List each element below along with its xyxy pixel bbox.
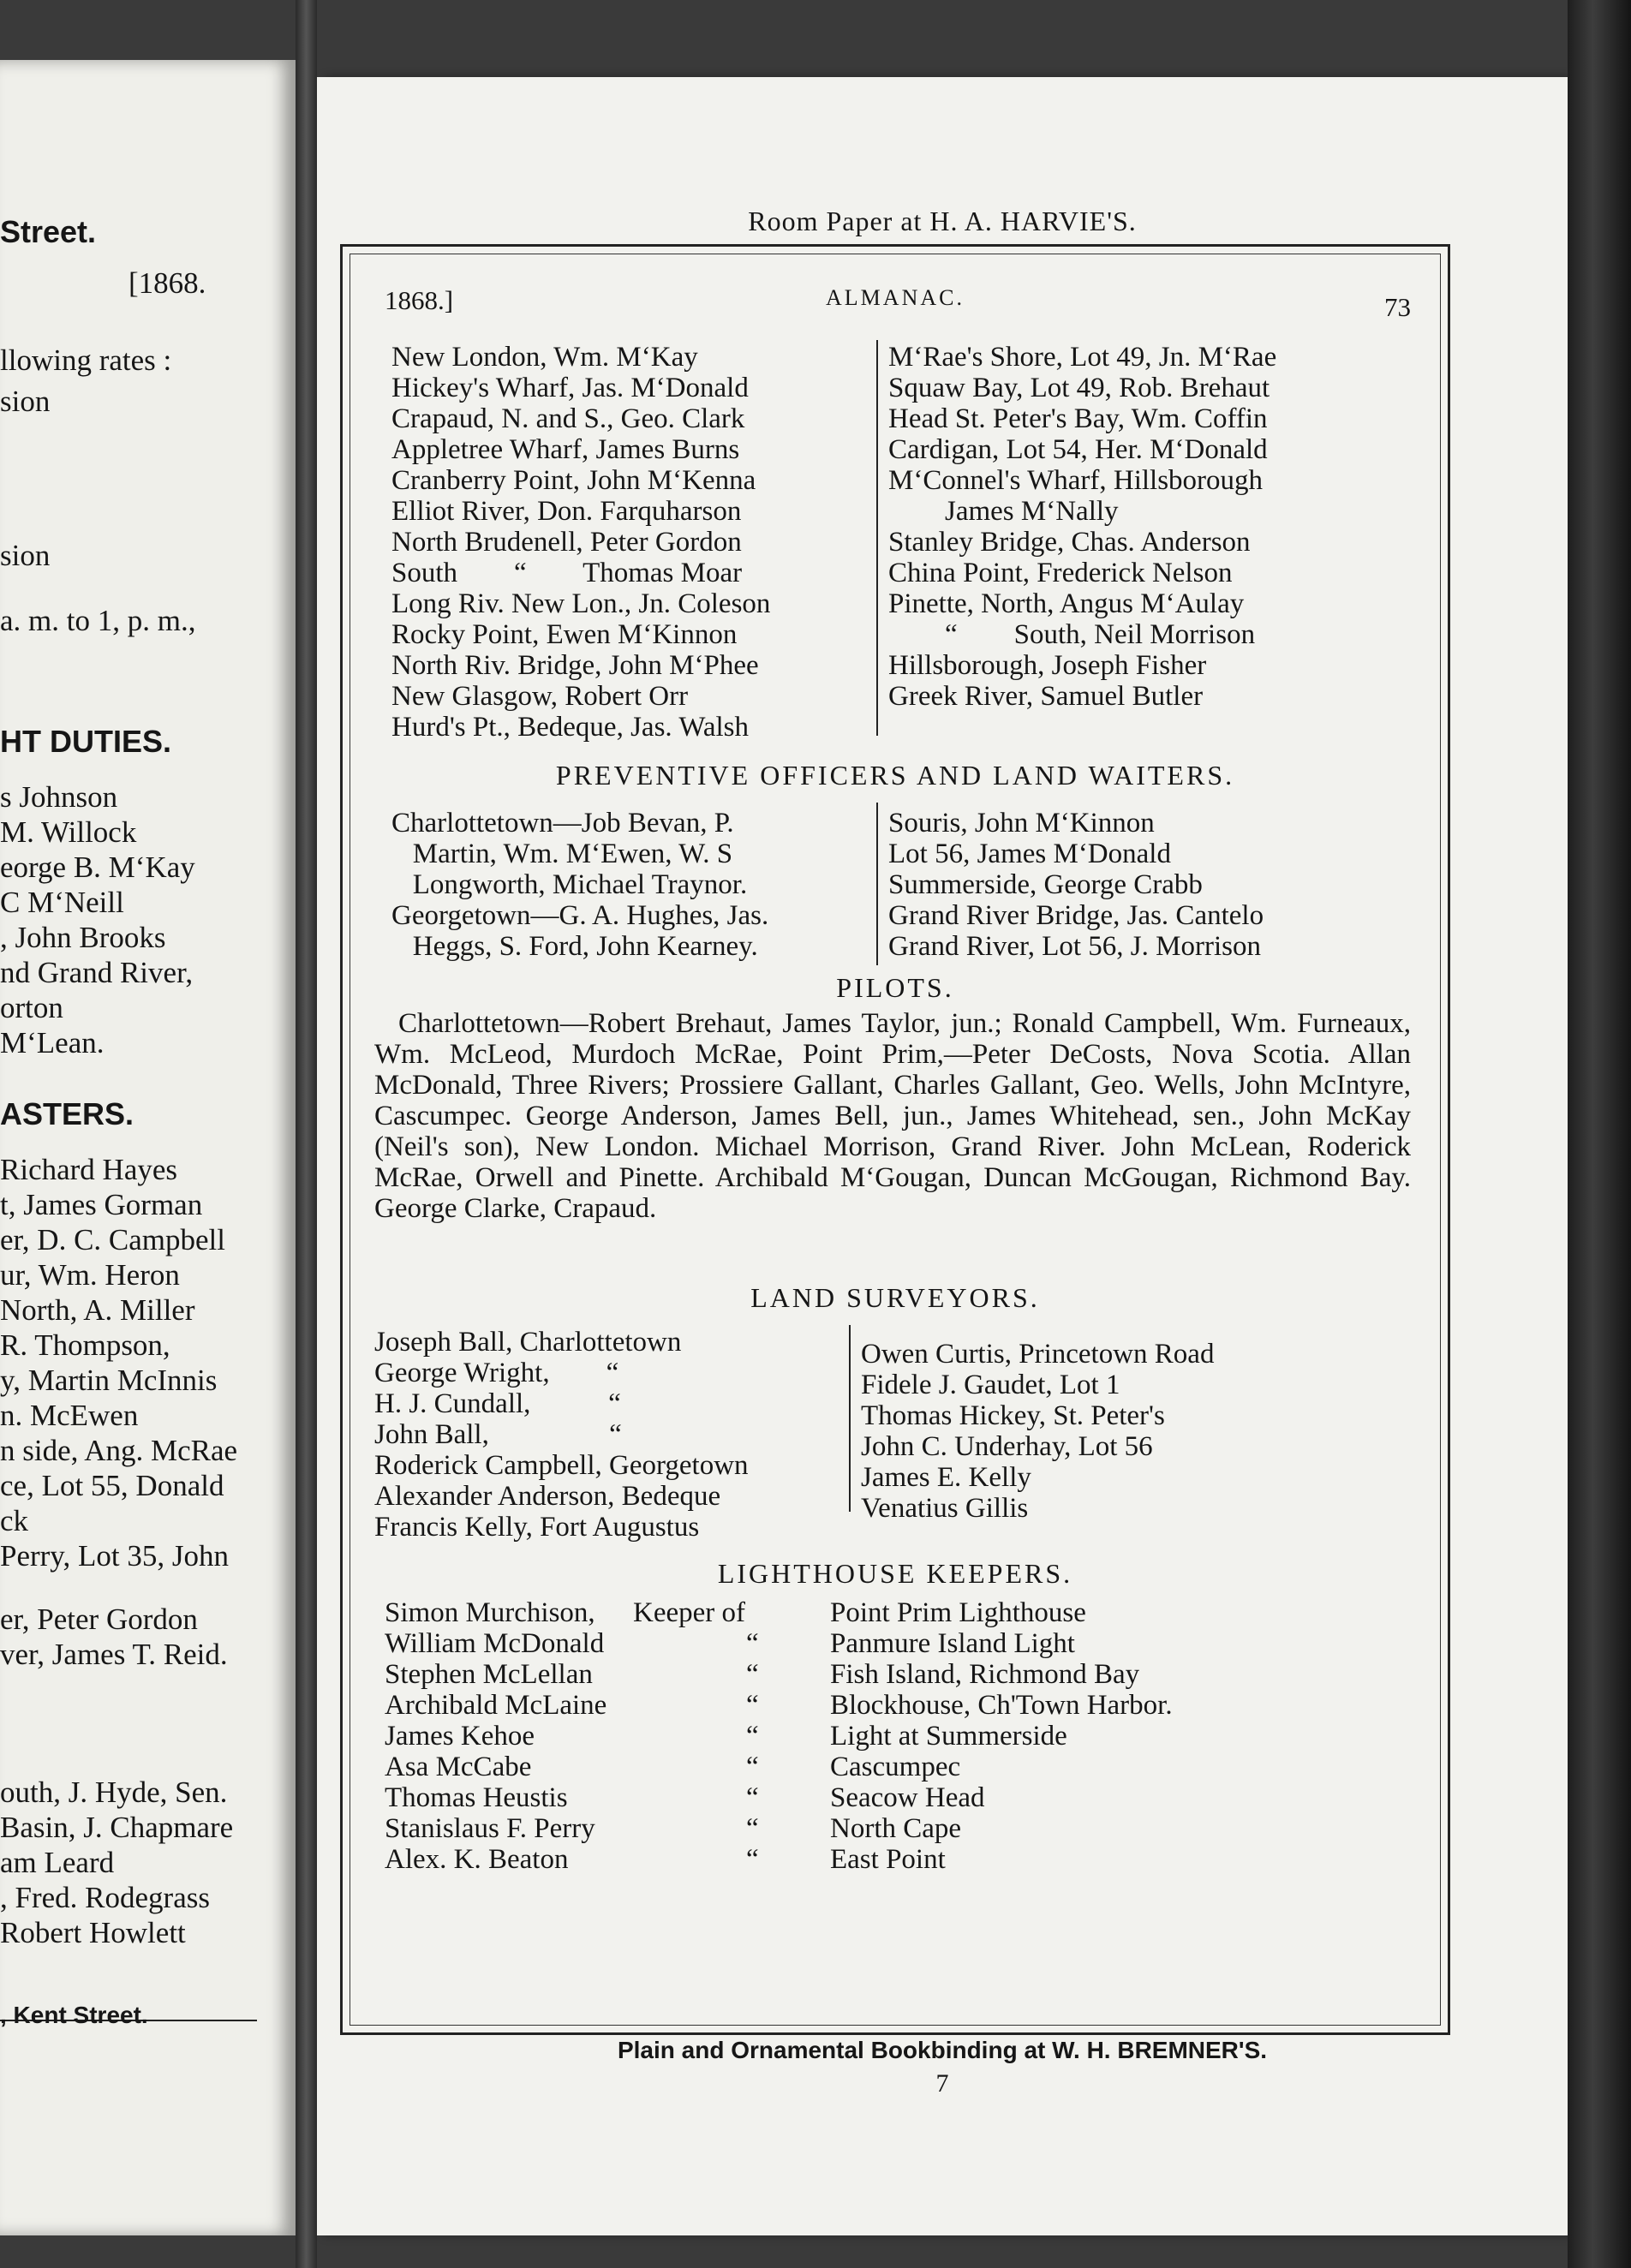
- wharf-entry: Hickey's Wharf, Jas. M‘Donald: [391, 373, 749, 403]
- keeper-ditto: “: [746, 1813, 759, 1844]
- keeper-name: Stephen McLellan: [385, 1659, 593, 1690]
- left-line: n. McEwen: [0, 1399, 139, 1432]
- officer-entry: Grand River, Lot 56, J. Morrison: [888, 931, 1261, 962]
- wharf-entry: “ South, Neil Morrison: [888, 619, 1256, 650]
- keeper-name: Alex. K. Beaton: [385, 1844, 569, 1875]
- keeper-ditto: “: [746, 1690, 759, 1721]
- keeper-name: Thomas Heustis: [385, 1782, 568, 1813]
- column-divider: [876, 803, 878, 965]
- left-line: C M‘Neill: [0, 886, 124, 919]
- wharf-entry: Hillsborough, Joseph Fisher: [888, 650, 1207, 681]
- book-gutter: [296, 0, 317, 2268]
- left-line: , Fred. Rodegrass: [0, 1881, 210, 1914]
- left-line: sion: [0, 539, 51, 572]
- surveyor-entry: Thomas Hickey, St. Peter's: [861, 1400, 1165, 1431]
- left-line: ur, Wm. Heron: [0, 1258, 180, 1292]
- keeper-name: Asa McCabe: [385, 1752, 532, 1782]
- surveyor-entry: George Wright, “: [374, 1358, 619, 1388]
- left-line: M‘Lean.: [0, 1026, 105, 1059]
- surveyor-entry: Alexander Anderson, Bedeque: [374, 1481, 721, 1512]
- keeper-place: Point Prim Lighthouse: [830, 1597, 1086, 1628]
- signature-mark: 7: [935, 2069, 949, 2098]
- bottom-advertisement: Plain and Ornamental Bookbinding at W. H. BREMNER'S.: [617, 2037, 1268, 2063]
- left-line: M. Willock: [0, 815, 137, 849]
- keeper-place: Cascumpec: [830, 1752, 961, 1782]
- left-line: er, Peter Gordon: [0, 1603, 198, 1636]
- page-border: [340, 244, 1450, 2035]
- left-line: HT DUTIES.: [0, 724, 172, 759]
- left-line: am Leard: [0, 1846, 115, 1879]
- keeper-place: Fish Island, Richmond Bay: [830, 1659, 1140, 1690]
- section-heading-pilots: PILOTS.: [836, 972, 954, 1003]
- surveyor-entry: James E. Kelly: [861, 1462, 1031, 1493]
- left-line: nd Grand River,: [0, 956, 194, 989]
- left-line: a. m. to 1, p. m.,: [0, 604, 196, 637]
- left-line: orton: [0, 991, 63, 1024]
- keeper-name: Simon Murchison,: [385, 1597, 595, 1628]
- keeper-place: Blockhouse, Ch'Town Harbor.: [830, 1690, 1173, 1721]
- left-line: outh, J. Hyde, Sen.: [0, 1776, 228, 1809]
- left-line: [1868.: [128, 266, 206, 300]
- keeper-place: Light at Summerside: [830, 1721, 1067, 1752]
- wharf-entry: M‘Connel's Wharf, Hillsborough: [888, 465, 1264, 496]
- surveyor-entry: Venatius Gillis: [861, 1493, 1029, 1524]
- wharf-entry: Head St. Peter's Bay, Wm. Coffin: [888, 403, 1268, 434]
- surveyor-entry: Roderick Campbell, Georgetown: [374, 1450, 749, 1481]
- keeper-ditto: “: [746, 1721, 759, 1752]
- wharf-entry: Elliot River, Don. Farquharson: [391, 496, 742, 527]
- pilots-paragraph: Charlottetown—Robert Brehaut, James Taylor, jun.; Ronald Campbell, Wm. Furneaux, Wm. McLeod, Murdoch McRae, Point Prim,—Peter DeCosts, Nova Scotia. Allan McDonald, Three Rivers; Prossiere Gallant, Charles Gallant, Geo. Wells, John McIntyre, Cascumpec. George Anderson, James Bell, jun., James Whitehead, sen., John McKay (Neil's son), New London. Michael Morrison, Grand River. John McLean, Roderick McRae, Orwell and Pinette. Archibald M‘Gougan, Duncan McGougan, Richmond Bay. George Clarke, Crapaud.: [374, 1008, 1411, 1224]
- left-line: Richard Hayes: [0, 1153, 178, 1186]
- left-line: Street.: [0, 214, 97, 249]
- book-binding-edge: [1568, 0, 1631, 2268]
- left-line: , John Brooks: [0, 921, 166, 954]
- wharf-entry: North Riv. Bridge, John M‘Phee: [391, 650, 759, 681]
- keeper-ditto: “: [746, 1628, 759, 1659]
- wharf-entry: China Point, Frederick Nelson: [888, 558, 1233, 588]
- wharf-entry: Cardigan, Lot 54, Her. M‘Donald: [888, 434, 1268, 465]
- left-line: t, James Gorman: [0, 1188, 203, 1221]
- keeper-name: Stanislaus F. Perry: [385, 1813, 595, 1844]
- keeper-ditto: Keeper of: [633, 1597, 746, 1628]
- keeper-place: Seacow Head: [830, 1782, 985, 1813]
- wharf-entry: Squaw Bay, Lot 49, Rob. Brehaut: [888, 373, 1270, 403]
- left-line: Basin, J. Chapmare: [0, 1811, 234, 1844]
- left-line: llowing rates :: [0, 343, 172, 377]
- wharf-entry: Pinette, North, Angus M‘Aulay: [888, 588, 1245, 619]
- keeper-place: North Cape: [830, 1813, 962, 1844]
- left-line: sion: [0, 385, 51, 418]
- left-line: ver, James T. Reid.: [0, 1638, 228, 1671]
- top-advertisement: Room Paper at H. A. HARVIE'S.: [748, 206, 1137, 236]
- officer-entry: Summerside, George Crabb: [888, 869, 1203, 900]
- surveyor-entry: John C. Underhay, Lot 56: [861, 1431, 1153, 1462]
- officer-entry: Charlottetown—Job Bevan, P.: [391, 808, 734, 839]
- officer-entry: Longworth, Michael Traynor.: [391, 869, 748, 900]
- keeper-ditto: “: [746, 1782, 759, 1813]
- wharf-entry: Rocky Point, Ewen M‘Kinnon: [391, 619, 738, 650]
- wharf-entry: North Brudenell, Peter Gordon: [391, 527, 742, 558]
- surveyor-entry: Owen Curtis, Princetown Road: [861, 1339, 1215, 1370]
- left-line: s Johnson: [0, 780, 118, 814]
- running-head-year: 1868.]: [385, 285, 454, 315]
- left-page: [0, 60, 296, 2235]
- keeper-place: Panmure Island Light: [830, 1628, 1075, 1659]
- surveyor-entry: Fidele J. Gaudet, Lot 1: [861, 1370, 1120, 1400]
- keeper-name: William McDonald: [385, 1628, 605, 1659]
- section-heading-preventive: PREVENTIVE OFFICERS AND LAND WAITERS.: [555, 760, 1235, 791]
- wharf-entry: Stanley Bridge, Chas. Anderson: [888, 527, 1251, 558]
- wharf-entry: New London, Wm. M‘Kay: [391, 342, 698, 373]
- wharf-entry: Long Riv. New Lon., Jn. Coleson: [391, 588, 771, 619]
- officer-entry: Souris, John M‘Kinnon: [888, 808, 1155, 839]
- wharf-entry: James M‘Nally: [888, 496, 1119, 527]
- wharf-entry: Cranberry Point, John M‘Kenna: [391, 465, 756, 496]
- wharf-entry: Greek River, Samuel Butler: [888, 681, 1204, 712]
- left-line: North, A. Miller: [0, 1293, 195, 1327]
- page-number: 73: [1384, 292, 1411, 322]
- right-page: [317, 77, 1568, 2235]
- keeper-name: Archibald McLaine: [385, 1690, 607, 1721]
- column-divider: [849, 1325, 851, 1512]
- wharf-entry: Hurd's Pt., Bedeque, Jas. Walsh: [391, 712, 749, 743]
- left-line: R. Thompson,: [0, 1328, 170, 1362]
- wharf-entry: M‘Rae's Shore, Lot 49, Jn. M‘Rae: [888, 342, 1277, 373]
- running-head-title: ALMANAC.: [826, 285, 965, 310]
- officer-entry: Lot 56, James M‘Donald: [888, 839, 1171, 869]
- left-line: n side, Ang. McRae: [0, 1434, 238, 1467]
- page-border-inner: [350, 254, 1441, 2026]
- left-line: er, D. C. Campbell: [0, 1223, 225, 1256]
- left-line: eorge B. M‘Kay: [0, 850, 195, 884]
- officer-entry: Grand River Bridge, Jas. Cantelo: [888, 900, 1264, 931]
- keeper-place: East Point: [830, 1844, 946, 1875]
- officer-entry: Georgetown—G. A. Hughes, Jas.: [391, 900, 769, 931]
- column-divider: [876, 340, 878, 736]
- surveyor-entry: Francis Kelly, Fort Augustus: [374, 1512, 700, 1543]
- officer-entry: Heggs, S. Ford, John Kearney.: [391, 931, 758, 962]
- left-line: Perry, Lot 35, John: [0, 1539, 230, 1573]
- keeper-ditto: “: [746, 1844, 759, 1875]
- left-line: ASTERS.: [0, 1096, 134, 1131]
- section-heading-surveyors: LAND SURVEYORS.: [750, 1282, 1040, 1313]
- keeper-ditto: “: [746, 1752, 759, 1782]
- wharf-entry: Crapaud, N. and S., Geo. Clark: [391, 403, 745, 434]
- left-line: ce, Lot 55, Donald: [0, 1469, 224, 1502]
- wharf-entry: South “ Thomas Moar: [391, 558, 743, 588]
- keeper-ditto: “: [746, 1659, 759, 1690]
- section-heading-lighthouse: LIGHTHOUSE KEEPERS.: [717, 1558, 1073, 1589]
- left-line: ck: [0, 1504, 29, 1537]
- officer-entry: Martin, Wm. M‘Ewen, W. S: [391, 839, 733, 869]
- keeper-name: James Kehoe: [385, 1721, 535, 1752]
- surveyor-entry: John Ball, “: [374, 1419, 622, 1450]
- left-line: Robert Howlett: [0, 1916, 186, 1949]
- left-line: , Kent Street.: [0, 2002, 148, 2028]
- surveyor-entry: H. J. Cundall, “: [374, 1388, 621, 1419]
- surveyor-entry: Joseph Ball, Charlottetown: [374, 1327, 682, 1358]
- wharf-entry: Appletree Wharf, James Burns: [391, 434, 740, 465]
- wharf-entry: New Glasgow, Robert Orr: [391, 681, 689, 712]
- left-line: y, Martin McInnis: [0, 1364, 218, 1397]
